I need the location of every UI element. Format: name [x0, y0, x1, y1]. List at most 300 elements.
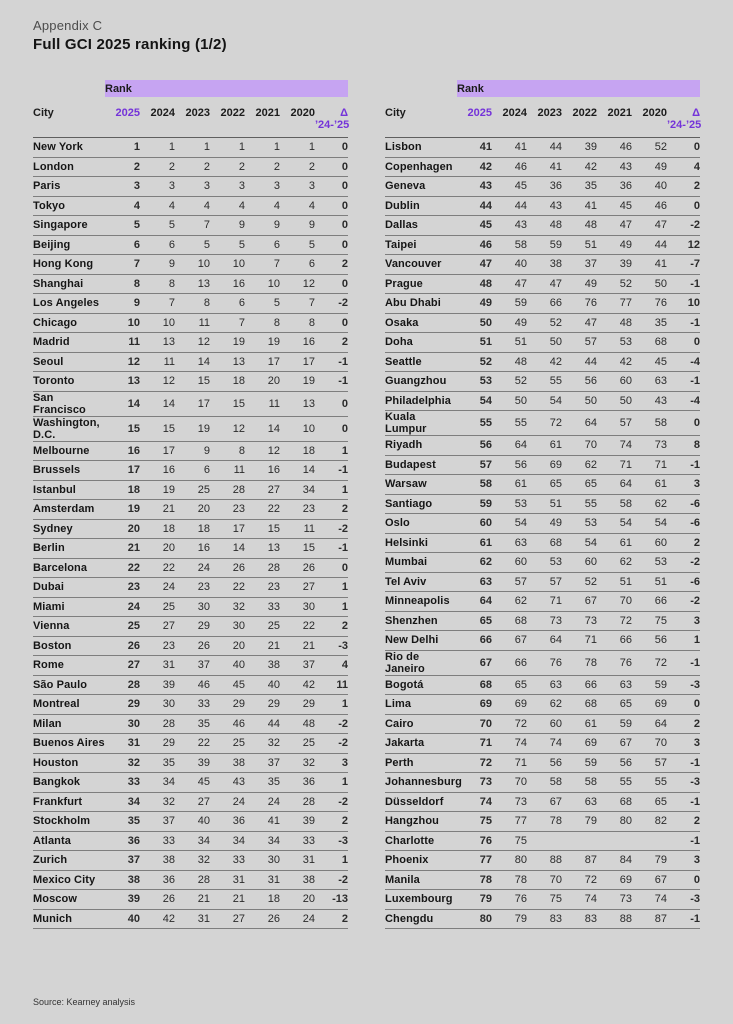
delta-value: 8	[693, 439, 700, 452]
table-row	[385, 235, 700, 255]
delta-value: -2	[338, 297, 348, 310]
rank-2022: 6	[238, 297, 245, 310]
rank-2022: 43	[232, 776, 245, 789]
city-name: Riyadh	[385, 439, 423, 452]
table-row	[385, 851, 700, 871]
rank-2023: 28	[197, 873, 210, 886]
table-row	[385, 157, 700, 177]
appendix-label: Appendix C	[33, 18, 103, 33]
rank-2024: 49	[514, 316, 527, 329]
rank-2023: 12	[197, 336, 210, 349]
table-row	[385, 372, 700, 392]
table-row	[385, 650, 700, 675]
delta-value: 0	[693, 336, 700, 349]
delta-value: 2	[341, 912, 348, 925]
delta-value: 4	[693, 160, 700, 173]
rank-2023: 23	[197, 581, 210, 594]
rank-2020: 54	[654, 517, 667, 530]
rank-2021: 43	[619, 160, 632, 173]
rank-2022: 41	[584, 199, 597, 212]
rank-2024: 79	[514, 912, 527, 925]
rank-2025: 21	[127, 542, 140, 555]
rank-2020: 10	[302, 422, 315, 435]
table-row	[33, 333, 348, 353]
table-row	[385, 890, 700, 910]
rank-2023: 21	[197, 893, 210, 906]
table-row	[33, 831, 348, 851]
delta-value: -1	[338, 542, 348, 555]
rank-2024: 37	[162, 815, 175, 828]
table-row	[385, 592, 700, 612]
rank-2022: 32	[232, 600, 245, 613]
city-name: Hangzhou	[385, 815, 439, 828]
table-row	[33, 157, 348, 177]
rank-2023: 38	[549, 258, 562, 271]
delta-value: 2	[693, 717, 700, 730]
rank-2023: 53	[549, 556, 562, 569]
city-name: Chicago	[33, 316, 78, 329]
rank-2021: 13	[267, 542, 280, 555]
delta-value: -6	[690, 497, 700, 510]
rank-2021: 38	[267, 659, 280, 672]
delta-column-header: Δ ’24-’25	[315, 107, 350, 131]
rank-2023: 33	[197, 698, 210, 711]
delta-value: 2	[341, 620, 348, 633]
rank-2025: 40	[127, 912, 140, 925]
city-name: Santiago	[385, 497, 433, 510]
city-name: Bogotá	[385, 678, 424, 691]
rank-2022: 72	[584, 873, 597, 886]
table-row	[33, 597, 348, 617]
rank-2021	[597, 831, 632, 851]
city-name: Istanbul	[33, 483, 76, 496]
rank-2021: 26	[267, 912, 280, 925]
delta-value: 0	[341, 219, 348, 232]
rank-2023: 36	[549, 180, 562, 193]
rank-2024: 72	[514, 717, 527, 730]
table-row	[33, 539, 348, 559]
rank-2022: 45	[232, 678, 245, 691]
rank-2021: 55	[619, 776, 632, 789]
city-name: Minneapolis	[385, 595, 450, 608]
rank-2024: 21	[162, 503, 175, 516]
rank-2022: 57	[584, 336, 597, 349]
rank-2020: 2	[308, 160, 315, 173]
rank-2022: 1	[238, 141, 245, 154]
rank-2023: 47	[549, 277, 562, 290]
rank-2025: 14	[127, 397, 140, 410]
rank-2023: 3	[203, 180, 210, 193]
city-name: Sydney	[33, 522, 73, 535]
rank-2024: 76	[514, 893, 527, 906]
city-name: Dallas	[385, 219, 419, 232]
rank-2022: 34	[232, 834, 245, 847]
rank-2021: 84	[619, 854, 632, 867]
rank-2024: 56	[514, 458, 527, 471]
rank-2024: 51	[514, 336, 527, 349]
city-name: Houston	[33, 756, 79, 769]
table-row	[385, 514, 700, 534]
delta-value: 0	[341, 199, 348, 212]
rank-2025: 80	[479, 912, 492, 925]
rank-2023: 37	[197, 659, 210, 672]
city-name: Tokyo	[33, 199, 66, 212]
rank-2023: 51	[549, 497, 562, 510]
rank-2021: 42	[619, 355, 632, 368]
rank-2023: 49	[549, 517, 562, 530]
rank-2024: 32	[162, 795, 175, 808]
rank-2022: 23	[232, 503, 245, 516]
table-row	[385, 553, 700, 573]
city-name: Rome	[33, 659, 64, 672]
city-name: London	[33, 160, 74, 173]
delta-value: -2	[338, 873, 348, 886]
rank-2022: 2	[238, 160, 245, 173]
rank-2024: 36	[162, 873, 175, 886]
rank-2024: 48	[514, 355, 527, 368]
table-row	[385, 177, 700, 197]
rank-2020: 58	[654, 417, 667, 429]
rank-2020: 50	[654, 277, 667, 290]
rank-2024: 39	[162, 678, 175, 691]
rank-2020: 40	[654, 180, 667, 193]
rank-2024: 28	[162, 717, 175, 730]
table-row	[385, 611, 700, 631]
delta-value: -4	[690, 355, 700, 368]
rank-2021: 4	[273, 199, 280, 212]
rank-2023: 25	[197, 483, 210, 496]
rank-2020: 68	[654, 336, 667, 349]
delta-value: -1	[690, 656, 700, 669]
city-name: Seattle	[385, 355, 422, 368]
rank-2020: 69	[654, 698, 667, 711]
city-name: Lima	[385, 698, 412, 711]
rank-2022: 35	[584, 180, 597, 193]
table-row	[33, 695, 348, 715]
rank-2024: 2	[168, 160, 175, 173]
table-row	[33, 294, 348, 314]
rank-2021: 36	[619, 180, 632, 193]
delta-value: -3	[690, 893, 700, 906]
delta-value: 2	[693, 180, 700, 193]
rank-2022: 53	[584, 517, 597, 530]
table-row	[385, 572, 700, 592]
table-row	[385, 391, 700, 411]
rank-2023: 55	[549, 375, 562, 388]
rank-2022: 24	[232, 795, 245, 808]
year-column-header-2020: 2020	[290, 107, 315, 119]
rank-2023: 16	[197, 542, 210, 555]
rank-2021: 24	[267, 795, 280, 808]
rank-band-row	[385, 80, 700, 97]
rank-2022: 11	[233, 464, 245, 477]
rank-2023: 83	[549, 912, 562, 925]
rank-2020: 57	[654, 756, 667, 769]
rank-2022: 21	[232, 893, 245, 906]
rank-2024: 20	[162, 542, 175, 555]
rank-2020: 59	[654, 678, 667, 691]
rank-2025: 2	[133, 160, 140, 173]
rank-2021: 9	[273, 219, 280, 232]
rank-2024: 58	[514, 238, 527, 251]
rank-2025: 77	[479, 854, 492, 867]
rank-2024: 16	[162, 464, 175, 477]
rank-2022: 39	[584, 141, 597, 154]
rank-2025: 75	[479, 815, 492, 828]
table-row	[385, 294, 700, 314]
rank-2020: 25	[302, 737, 315, 750]
rank-2021: 67	[619, 737, 632, 750]
rank-2021: 66	[619, 634, 632, 647]
rank-2024: 41	[514, 141, 527, 154]
city-name: Frankfurt	[33, 795, 83, 808]
rank-2020: 74	[654, 893, 667, 906]
delta-value: -1	[690, 756, 700, 769]
rank-2021: 41	[267, 815, 280, 828]
rank-2020: 46	[654, 199, 667, 212]
delta-value: 0	[693, 417, 700, 429]
table-row	[33, 177, 348, 197]
rank-2021: 60	[619, 375, 632, 388]
rank-2023: 1	[203, 141, 210, 154]
city-name: Lisbon	[385, 141, 422, 154]
rank-2020: 47	[654, 219, 667, 232]
rank-2023: 14	[197, 355, 210, 368]
rank-2022: 73	[584, 614, 597, 627]
rank-2024: 31	[162, 659, 175, 672]
city-name: Philadelphia	[385, 394, 451, 407]
rank-2021: 35	[267, 776, 280, 789]
rank-2020: 23	[302, 503, 315, 516]
rank-2022: 52	[584, 575, 597, 588]
delta-value: 0	[341, 422, 348, 435]
delta-value: 2	[341, 815, 348, 828]
rank-2021: 65	[619, 698, 632, 711]
rank-2020: 30	[302, 600, 315, 613]
delta-value: 2	[341, 503, 348, 516]
rank-2021: 12	[267, 444, 280, 457]
rank-band-label: Rank	[105, 80, 348, 97]
city-name: Copenhagen	[385, 160, 453, 173]
rank-2021: 70	[619, 595, 632, 608]
rank-2025: 32	[127, 756, 140, 769]
rank-2022: 59	[584, 756, 597, 769]
rank-2025: 58	[479, 478, 492, 491]
rank-2020: 18	[302, 444, 315, 457]
rank-2024: 10	[162, 316, 175, 329]
rank-2023: 13	[197, 277, 210, 290]
rank-2024: 38	[162, 854, 175, 867]
table-row	[33, 461, 348, 481]
delta-value: 0	[693, 873, 700, 886]
rank-2020: 71	[654, 458, 667, 471]
rank-2025: 3	[133, 180, 140, 193]
rank-2022: 68	[584, 698, 597, 711]
delta-value: 1	[341, 698, 348, 711]
rank-2025: 43	[479, 180, 492, 193]
table-row	[385, 675, 700, 695]
rank-2022: 65	[584, 478, 597, 491]
rank-2020: 52	[654, 141, 667, 154]
rank-2022: 8	[238, 444, 245, 457]
rank-2024: 19	[162, 483, 175, 496]
rank-2022: 70	[584, 439, 597, 452]
delta-value: -1	[690, 912, 700, 925]
rank-2024: 40	[514, 258, 527, 271]
rank-2020: 20	[302, 893, 315, 906]
rank-2020: 79	[654, 854, 667, 867]
rank-2020: 12	[302, 277, 315, 290]
rank-2025: 17	[127, 464, 140, 477]
rank-2020: 3	[308, 180, 315, 193]
rank-2021: 56	[619, 756, 632, 769]
rank-2022: 33	[232, 854, 245, 867]
city-name: Luxembourg	[385, 893, 453, 906]
rank-2020	[632, 831, 667, 851]
rank-2021: 39	[619, 258, 632, 271]
city-name: Manila	[385, 873, 420, 886]
rank-2025: 53	[479, 375, 492, 388]
rank-2021: 88	[619, 912, 632, 925]
rank-2020: 35	[654, 316, 667, 329]
rank-2023: 6	[203, 464, 210, 477]
delta-value: -2	[690, 219, 700, 232]
table-row	[385, 695, 700, 715]
table-row	[33, 578, 348, 598]
year-column-header-2020: 2020	[642, 107, 667, 119]
rank-2022: 44	[584, 355, 597, 368]
rank-2024: 8	[168, 277, 175, 290]
delta-value: 1	[341, 483, 348, 496]
rank-2021: 73	[619, 893, 632, 906]
rank-2023: 48	[549, 219, 562, 232]
rank-2022: 9	[238, 219, 245, 232]
rank-2025: 33	[127, 776, 140, 789]
city-name: Perth	[385, 756, 414, 769]
delta-value: 2	[693, 815, 700, 828]
rank-2022: 5	[238, 238, 245, 251]
city-name: Kuala Lumpur	[385, 411, 427, 435]
rank-2023: 22	[197, 737, 210, 750]
rank-2021: 14	[267, 422, 280, 435]
rank-2023: 52	[549, 316, 562, 329]
rank-2022: 78	[584, 656, 597, 669]
table-row	[385, 313, 700, 333]
rank-2024: 66	[514, 656, 527, 669]
rank-2022: 12	[232, 422, 245, 435]
rank-2024: 45	[514, 180, 527, 193]
city-name: Berlin	[33, 542, 65, 555]
rank-2023: 62	[549, 698, 562, 711]
column-header-row	[33, 97, 348, 138]
rank-2022: 7	[238, 316, 245, 329]
delta-value: -1	[690, 316, 700, 329]
delta-column-header: Δ ’24-’25	[667, 107, 702, 131]
rank-2023: 46	[197, 678, 210, 691]
rank-2023: 8	[203, 297, 210, 310]
delta-value: -1	[690, 277, 700, 290]
rank-2024: 71	[514, 756, 527, 769]
table-row	[33, 216, 348, 236]
table-row	[33, 792, 348, 812]
rank-2025: 12	[127, 355, 140, 368]
table-row	[33, 372, 348, 392]
rank-2020: 44	[654, 238, 667, 251]
delta-value: -1	[690, 834, 700, 847]
rank-2021: 44	[267, 717, 280, 730]
rank-2023: 7	[203, 219, 210, 232]
rank-2024: 13	[162, 336, 175, 349]
rank-2023: 43	[549, 199, 562, 212]
rank-2021: 74	[619, 439, 632, 452]
rank-2022: 17	[232, 522, 245, 535]
rank-2021: 47	[619, 219, 632, 232]
delta-value: 0	[341, 561, 348, 574]
year-column-header-2024: 2024	[150, 107, 175, 119]
rank-2023: 41	[549, 160, 562, 173]
rank-2020: 21	[302, 639, 315, 652]
rank-2022: 49	[584, 277, 597, 290]
delta-value: -6	[690, 517, 700, 530]
rank-2022: 63	[584, 795, 597, 808]
delta-value: 1	[693, 634, 700, 647]
rank-2023: 42	[549, 355, 562, 368]
city-name: Shanghai	[33, 277, 84, 290]
rank-2024: 7	[168, 297, 175, 310]
rank-2021: 32	[267, 737, 280, 750]
delta-value: -2	[338, 522, 348, 535]
rank-2022: 66	[584, 678, 597, 691]
rank-2024: 50	[514, 394, 527, 407]
rank-2020: 48	[302, 717, 315, 730]
rank-2021: 21	[267, 639, 280, 652]
rank-2025: 73	[479, 776, 492, 789]
rank-2020: 1	[308, 141, 315, 154]
rank-2022: 25	[232, 737, 245, 750]
rank-2021: 40	[267, 678, 280, 691]
rank-2023: 65	[549, 478, 562, 491]
rank-2023: 15	[197, 375, 210, 388]
city-name: Atlanta	[33, 834, 71, 847]
rank-2021: 80	[619, 815, 632, 828]
rank-2021: 17	[267, 355, 280, 368]
delta-value: -3	[338, 834, 348, 847]
year-column-header-2021: 2021	[255, 107, 280, 119]
city-name: Paris	[33, 180, 61, 193]
city-name: Budapest	[385, 458, 436, 471]
rank-2024: 6	[168, 238, 175, 251]
rank-2025: 7	[133, 258, 140, 271]
rank-2023: 26	[197, 639, 210, 652]
rank-2025: 45	[479, 219, 492, 232]
rank-2021: 15	[267, 522, 280, 535]
rank-2020: 22	[302, 620, 315, 633]
rank-2020: 38	[302, 873, 315, 886]
rank-2021: 7	[273, 258, 280, 271]
rank-2021: 52	[619, 277, 632, 290]
city-name: Taipei	[385, 238, 417, 251]
delta-value: 3	[693, 478, 700, 491]
rank-2021: 76	[619, 656, 632, 669]
table-row	[33, 812, 348, 832]
rank-2021: 72	[619, 614, 632, 627]
table-row	[385, 455, 700, 475]
rank-2025: 38	[127, 873, 140, 886]
rank-2021: 50	[619, 394, 632, 407]
table-row	[33, 138, 348, 158]
table-row	[385, 533, 700, 553]
rank-2025: 62	[479, 556, 492, 569]
